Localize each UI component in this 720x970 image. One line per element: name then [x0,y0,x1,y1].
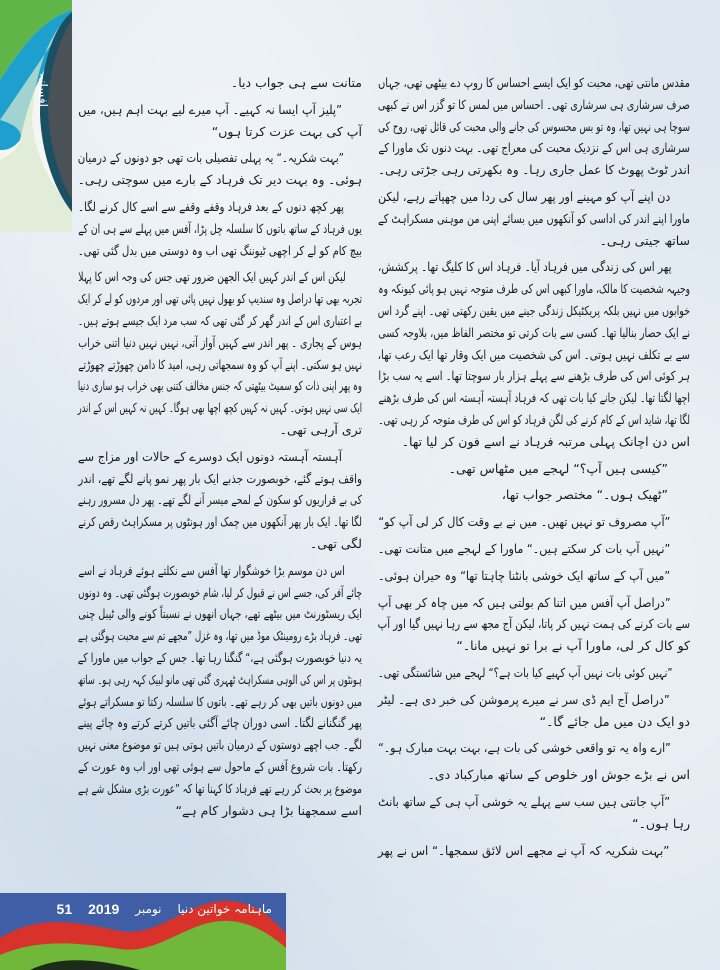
text-line: بیچ کام کو لے کر اچھی ٹیوننگ تھی اب وہ دوستی میں بدل گئی تھی۔ [77,242,363,258]
text-line: اندر ٹوٹ پھوٹ کا عمل جاری رہا۔ وہ بکھرتی رہی جڑتی رہی۔ [378,162,690,178]
paragraph [78,147,362,191]
text-line: آہستہ آہستہ دونوں ایک دوسرے کے حالات اور مزاج سے [77,448,342,464]
text-line: متانت سے ہی جواب دیا۔ [230,75,362,90]
text-line: پھر اس کی زندگی میں فرہاد آیا۔ فرہاد اس کا کلیگ تھا۔ پرکشش، [378,259,672,275]
text-line: بے اعتباری اس کے اندر گھر کر گئی تھی کہ سب مرد ایک جیسے ہوتے ہیں۔ [77,312,363,328]
text-line: ہر کوئی اس کی طرف بڑھنے سے پہلے ہزار بار سوچتا تھا۔ اسے یہ سب بڑا [378,368,690,384]
text-line: ”نہیں کوئی بات نہیں آپ کہیے کیا بات ہے؟“ لہجے میں شائستگی تھی۔ [377,664,673,680]
section-label: افسانہ [36,73,50,107]
paragraph [378,689,690,733]
text-line: ہوس کے پجاری ۔ پھر اندر سے کہیں آواز آتی، نہیں نہیں دنیا اتنی خراب [78,334,362,350]
text-line: ماورا اپنے اندر کی اداسی کو آنکھوں میں بسائے اپنی من موہنی مسکراہٹ کے [378,210,690,226]
text-line: تری آرہی تھی۔ [279,421,362,437]
paragraph [378,662,690,684]
paragraph [78,266,362,440]
paragraph [378,791,690,835]
text-line: آپ کی بہت عزت کرتا ہوں“ [211,123,362,139]
text-line: ”دراصل آپ آفس میں اتنا کم بولتی ہیں کہ میں چاہ کر بھی آپ [377,594,671,610]
paragraph [378,458,690,480]
text-line: ”نہیں آپ بات کر سکتے ہیں۔“ ماورا کے لہجے میں متانت تھی۔ [377,540,671,556]
text-line: اس دن موسم بڑا خوشگوار تھا آفس سے نکلتے ہوئے فرہاد نے اسے [78,562,345,578]
text-line: پھر گنگنانے لگتا۔ اسی دوران چائے آگئی باتیں کرتے کرتے وہ چائے پینے [77,715,363,731]
text-line: اس نے بڑے جوش اور خلوص کے ساتھ مبارکباد دی۔ [427,767,690,783]
text-line: لگے۔ جب اچھے دوستوں کے درمیان باتیں ہوتی ہیں تو موضوع معنی نہیں [77,737,362,753]
paragraph [378,186,690,251]
left-text-column [78,72,362,826]
paragraph [378,840,690,862]
text-line: ساتھ جیتی رہی۔ [599,232,690,248]
text-line: یوں فرہاد کے ساتھ باتوں کا سلسلہ چل پڑا، آفس میں پہلے سے ہی ان کے [78,220,363,236]
text-line: وہ پھر اپنی ذات کو سمیٹ بیٹھتی کہ جنس مخالف کتنی بھی خراب ہو ساری دنیا [77,378,362,394]
text-line: سرشاری ہی اس کے نزدیک محبت کی معراج تھی۔ بہت دنوں تک ماورا کے [378,140,690,156]
right-text-column [378,72,690,866]
paragraph [378,592,690,657]
text-line: دو ایک دن میں مل جائے گا۔“ [539,713,690,729]
text-line: ”دراصل آج ایم ڈی سر نے میرے پرموشن کی خبر دی ہے۔ لیٹر [377,691,670,707]
issue-year: 2019 [88,901,120,917]
section-decoration [0,0,72,232]
paragraph [378,72,690,181]
text-line: نے ایک حصار بنالیا تھا۔ کسی سے بات کرتی تو مختصر الفاظ میں، بلاوجہ کسی [378,324,690,340]
text-line: اس دن اچانک پہلی مرتبہ فرہاد نے اسے فون کر لیا تھا۔ [401,433,690,449]
text-line: ”ارے واہ یہ تو واقعی خوشی کی بات ہے، بہت بہت مبارک ہو۔“ [378,740,671,756]
text-line: رکھتا۔ بات شروع آفس کے ماحول سے ہوئی تھی اور اب وہ عورت کے [78,758,362,774]
paragraph [378,565,690,587]
text-line: ”میں آپ کے ساتھ ایک خوشی بانٹنا چاہتا تھا“ وہ حیران ہوئی۔ [377,567,671,583]
text-line: نہیں ہو سکتی۔ اپنے آپ کو وہ سمجھاتی رہی، امید کا دامن چھوڑتے چھوڑتے [78,356,363,372]
text-line: سے بے تکلف نہیں ہوتی۔ اس کی شخصیت میں ایک وقار تھا ایک رعب تھا، [377,346,690,362]
text-line: ”آپ جانتی ہیں سب سے پہلے یہ خوشی آپ ہی کے ساتھ بانٹ [378,793,671,809]
paragraph [78,72,362,94]
text-line: واقف ہوتے گئے، خوبصورت جذبے ایک بار پھر نمو پانے لگے تھے، اندر [78,470,362,486]
text-line: سے بات کرنے کی ہمت نہیں کر پاتا، لیکن آج مجھ سے رہا نہیں گیا اور آپ [377,616,690,632]
text-line: ”کیسی ہیں آپ؟“ لہجے میں مٹھاس تھی۔ [448,460,668,476]
text-line: ہونٹوں پر اس کی الوہی مسکراہٹ ٹھہری گئی تھی مانو لبیک کہہ رہی ہو۔ ساتھ [77,671,363,687]
paragraph [78,560,362,822]
text-line: اچھا لگتا تھا۔ لیکن جانے کیا بات تھی کہ فرہاد آہستہ آہستہ اس کی طرف بڑھنے [378,390,690,406]
text-line: چائے آفر کی، جسے اس نے قبول کر لیا، شام خوبصورت ہوگئی تھی۔ وہ دونوں [78,584,362,600]
text-line: لیکن اس کے اندر کہیں ایک الجھن ضرور تھی جس کی وجہ اس کا پہلا [78,269,346,285]
text-line: رہا ہوں۔“ [632,815,690,831]
text-line: پھر کچھ دنوں کے بعد فرہاد وقفے وقفے سے اسے کال کرنے لگا۔ [77,198,344,214]
text-line: تھی۔ فرہاد بڑے رومینٹک موڈ میں تھا، وہ غزل ”مجھے تم سے محبت ہوگئی ہے [77,628,363,644]
text-line: سوچا ہی نہیں تھا، وہ تو بس محسوس کی جانے والی محبت کی قائل تھی، روح کی [378,118,690,134]
text-line: کی بے قراریوں کو سکون کے لمحے میسر آنے لگے تھے۔ پھر دل مسرور رہنے [77,492,362,508]
paragraph [378,484,690,506]
text-line: ہوئی۔ وہ بہت دیر تک فرہاد کے بارے میں سوچتی رہی۔ [77,172,362,188]
text-line: تجربہ بھی تھا دراصل وہ سندیپ کو بھول نہیں پائی تھی اور مردوں کو لے کر ایک [77,291,362,307]
text-line: لگا تھا، شاید اس کے کام کرنے کی لگن فرہاد کو اس کی طرف متوجہ کر رہی تھی۔ [378,411,690,427]
text-line: اسے سمجھنا بڑا ہی دشوار کام ہے“ [175,802,362,818]
paragraph [78,196,362,261]
footer-info [57,901,272,917]
magazine-name: ماہنامہ خواتین دنیا [177,902,272,916]
text-line: مقدس مانتی تھی، محبت کو ایک ایسے احساس کا روپ دے بیٹھی تھی، جہاں [378,75,690,90]
paragraph [378,538,690,560]
text-line: ایک ریسٹورنٹ میں بیٹھے تھے، جہاں انھوں نے نسبتاً کونے والی ٹیبل چنی [78,606,362,622]
text-line: ”آپ مصروف تو نہیں تھیں۔ میں نے بے وقت کال کر لی آپ کو“ [378,514,671,530]
paragraph [378,511,690,533]
text-line: وجیہہ شخصیت کا مالک، ماورا کبھی اس کی طرف متوجہ نہیں ہو پائی کیونکہ وہ [378,281,690,297]
text-line: ”پلیز آپ ایسا نہ کہیے۔ آپ میرے لیے بہت اہم ہیں، میں [78,101,342,117]
text-line: لگا تھا۔ ایک بار پھر آنکھوں میں چمک اور ہونٹوں پر مسکراہٹ رقص کرنے [78,514,362,530]
page-number: 51 [56,901,73,917]
text-line: کو کال کر لی، ماورا آپ نے برا تو نہیں مانا۔“ [456,638,690,654]
text-line: دن اپنے آپ کو مہینے اور پھر سال کی ردا میں چھپاتے رہے، لیکن [377,188,671,204]
paragraph [378,764,690,786]
paragraph [78,446,362,555]
text-line: موضوع پر بحث کر رہے تھے فرہاد کا کہنا تھا کہ ”عورت بڑی مشکل شے ہے [77,780,362,796]
text-line: ایک سی نہیں ہوتی۔ کہیں نہ کہیں کچھ اچھا بھی ہوگا۔ کہیں نہ کہیں اس کے اندر [77,400,362,416]
text-line: ”ٹھیک ہوں۔“ مختصر جواب تھا، [501,487,668,503]
text-line: یہ دنیا خوبصورت ہوگئی ہے،“ گنگنا رہا تھا۔ جس کے جواب میں ماورا کے [77,649,363,665]
paragraph [378,256,690,452]
page-footer [0,893,286,970]
text-line: میں دونوں باتیں بھی کر رہے تھے۔ باتوں کا سلسلہ رکتا تو مسکراتے ہوئے [78,693,363,709]
paragraph [378,737,690,759]
text-line: صرف سرشاری ہی سرشاری تھی۔ احساس میں لمس کا تو گزر اس نے کبھی [377,96,690,112]
paragraph [78,99,362,143]
text-line: ”بہت شکریہ کہ آپ نے مجھے اس لائق سمجھا۔“ اس نے پھر [377,842,670,858]
text-line: لگی تھی۔ [309,535,362,551]
text-line: ”بہت شکریہ۔“ یہ پہلی تفصیلی بات تھی جو دونوں کے درمیان [77,150,344,166]
issue-month: نومبر [135,902,162,916]
text-line: خوابوں میں نہیں بلکہ پریکٹیکل زندگی جینے میں یقین رکھتی تھی۔ اپنے گرد اس [377,302,690,318]
